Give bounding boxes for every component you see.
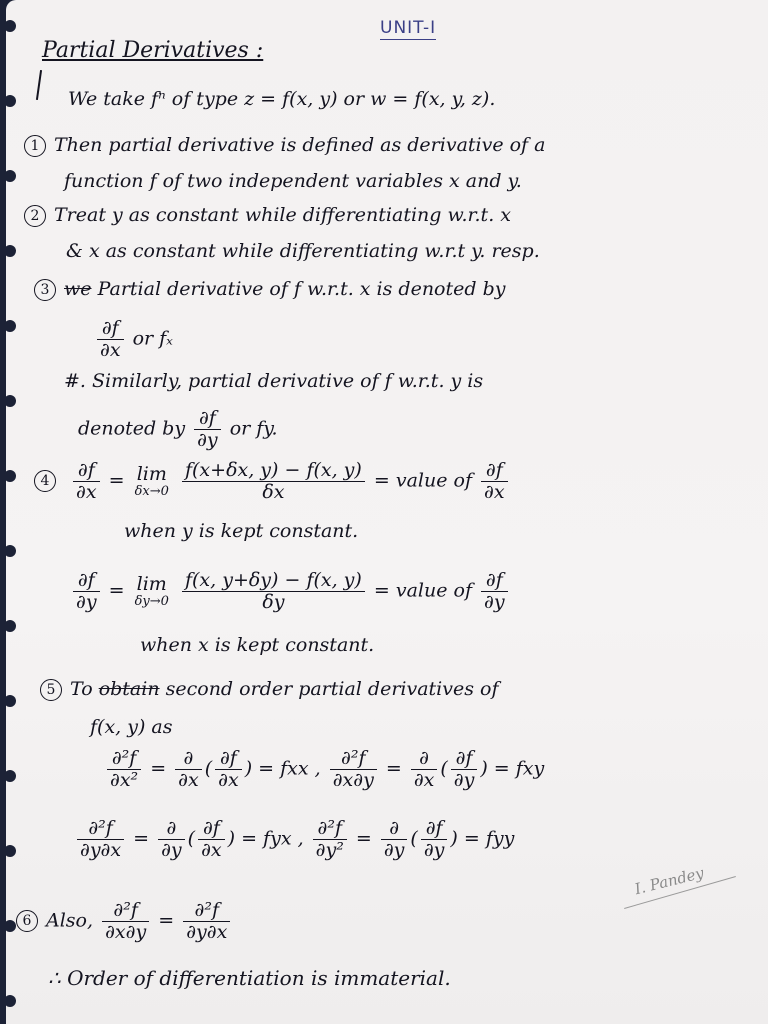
lim-word: lim (136, 462, 167, 485)
item-number: 5 (40, 679, 62, 701)
numerator: ∂ (411, 748, 438, 770)
d-dx-operator (411, 748, 438, 791)
d2f-dxdy (330, 748, 377, 791)
margin-mark (36, 70, 42, 100)
numerator: ∂ (381, 818, 408, 840)
item-number: 6 (16, 910, 38, 932)
binding-hole (4, 620, 16, 632)
numerator: ∂f (198, 818, 225, 840)
lim-subscript: δx→0 (134, 483, 169, 499)
hash-mark: #. (64, 370, 86, 392)
denominator: ∂x (201, 838, 222, 861)
denominator: ∂x∂y (105, 920, 147, 943)
page-title: Partial Derivatives : (42, 38, 264, 63)
notebook-page (6, 0, 768, 1024)
numerator: ∂²f (183, 900, 230, 922)
fraction-df-dy (194, 408, 221, 451)
lhs-df-dx (73, 460, 100, 503)
denominator: ∂x² (110, 768, 139, 791)
lhs-df-dy (73, 570, 100, 613)
notation-tail: or fₓ (132, 327, 173, 350)
struck-word: obtain (98, 678, 160, 700)
item-4-formula-x (34, 460, 511, 503)
limit (134, 572, 169, 609)
item-3-text: Partial derivative of f w.r.t. x is denoted by (97, 278, 506, 300)
denominator: ∂x (178, 768, 199, 791)
value-of: = value of (373, 469, 472, 492)
notation-tail: or fy. (229, 417, 278, 440)
numerator: ∂²f (313, 818, 347, 840)
numerator: f(x, y+δy) − f(x, y) (182, 570, 365, 592)
item-number: 3 (34, 279, 56, 301)
numerator: ∂f (451, 748, 478, 770)
binding-hole (4, 995, 16, 1007)
denominator: ∂y (161, 838, 182, 861)
fyx-result: = fyx , (241, 827, 304, 850)
value-df-dx (481, 460, 508, 503)
item-2-line-2: & x as constant while differentiating w.r.t y. resp. (66, 240, 540, 262)
fyy-result: = fyy (463, 827, 515, 850)
intro-line: We take fⁿ of type z = f(x, y) or w = f(x, y, z). (68, 88, 496, 110)
fxx-result: = fxx , (258, 757, 321, 780)
numerator: ∂²f (102, 900, 149, 922)
numerator: ∂f (481, 460, 508, 482)
numerator: ∂f (481, 570, 508, 592)
item-3-notation (94, 318, 173, 361)
similarly-line-2 (78, 408, 278, 451)
numerator: ∂f (215, 748, 242, 770)
item-1-line-2: function f of two independent variables x and y. (64, 170, 522, 192)
struck-word: we (64, 278, 92, 300)
denominator: ∂x (76, 480, 97, 503)
d2f-dxdy (102, 900, 149, 943)
d2f-dy2 (313, 818, 347, 861)
df-dy (451, 748, 478, 791)
numerator: ∂²f (330, 748, 377, 770)
equals: = (108, 469, 125, 492)
denominator: ∂y (197, 428, 218, 451)
denominator: ∂y (76, 590, 97, 613)
lim-subscript: δy→0 (134, 593, 169, 609)
to-word: To (70, 678, 93, 700)
also-word: Also, (46, 909, 94, 932)
denominator: ∂x (218, 768, 239, 791)
denominator: ∂y∂x (80, 838, 122, 861)
binding-hole (4, 245, 16, 257)
numerator: ∂f (194, 408, 221, 430)
numerator: ∂f (97, 318, 124, 340)
difference-quotient-x (182, 460, 365, 503)
denominator: ∂y (453, 768, 475, 791)
equals: = (158, 909, 175, 932)
d2f-dydx (77, 818, 124, 861)
binding-hole (4, 170, 16, 182)
item-number: 1 (24, 135, 46, 157)
binding-hole (4, 20, 16, 32)
numerator: f(x+δx, y) − f(x, y) (182, 460, 365, 482)
denominator: ∂y² (315, 838, 344, 861)
item-3-line-1 (34, 278, 505, 301)
item-5-line-1 (40, 678, 499, 701)
item-6-line (16, 900, 233, 943)
fxy-result: = fxy (493, 757, 545, 780)
binding-hole (4, 470, 16, 482)
difference-quotient-y (182, 570, 365, 613)
value-df-dy (481, 570, 508, 613)
d2f-dx2 (107, 748, 141, 791)
denominator: ∂x (413, 768, 435, 791)
value-of: = value of (373, 579, 472, 602)
lim-word: lim (136, 572, 167, 595)
denominator: ∂y (423, 838, 445, 861)
binding-hole (4, 95, 16, 107)
equals: = (108, 579, 125, 602)
numerator: ∂f (421, 818, 448, 840)
d-dx-operator (175, 748, 202, 791)
numerator: ∂²f (77, 818, 124, 840)
denominator: ∂y (484, 590, 505, 613)
signature: I. Pandey (632, 863, 706, 899)
fraction-df-dx (97, 318, 124, 361)
item-2-text: Treat y as constant while differentiating w.r.t. x (54, 204, 511, 226)
denominator: ∂y∂x (186, 920, 228, 943)
numerator: ∂ (158, 818, 185, 840)
binding-hole (4, 920, 16, 932)
denominator: ∂x (100, 338, 121, 361)
second-order-row-2: $\frac{\text{∂²f}}{\partial y\partial x}$ = $\frac{\partial}{\partial y}$ ( $\frac{\partial f}{\partial x}$ ) = fyx , $\frac{\text{∂²f}}{\text{∂y²}}$ = $\frac{\partial}{\partial y}$ ( $\frac{\partial f}{\partial y}$ ) = fyy (74, 818, 514, 861)
df-dx (198, 818, 225, 861)
numerator: ∂ (175, 748, 202, 770)
item-1-text: Then partial derivative is defined as derivative of a (54, 134, 546, 156)
item-number: 2 (24, 205, 46, 227)
denominator: ∂x∂y (332, 768, 374, 791)
denominator: ∂y (383, 838, 405, 861)
item-4-formula-y (70, 570, 511, 613)
item-number: 4 (34, 470, 56, 492)
d2f-dydx (183, 900, 230, 943)
numerator: ∂²f (107, 748, 141, 770)
d-dy-operator (381, 818, 408, 861)
df-dx (215, 748, 242, 791)
item-5-text: second order partial derivatives of (165, 678, 499, 700)
denominator: δy (262, 590, 285, 613)
item-5-line-2: f(x, y) as (90, 716, 173, 738)
numerator: ∂f (73, 570, 100, 592)
binding-hole (4, 545, 16, 557)
numerator: ∂f (73, 460, 100, 482)
binding-hole (4, 695, 16, 707)
similarly-line-1 (64, 370, 483, 392)
denoted-by: denoted by (78, 417, 186, 440)
when-x-constant: when x is kept constant. (140, 634, 375, 656)
denominator: δx (262, 480, 285, 503)
unit-heading: UNIT-I (380, 18, 437, 38)
similarly-text: Similarly, partial derivative of f w.r.t. y is (92, 370, 484, 392)
d-dy-operator (158, 818, 185, 861)
binding-hole (4, 770, 16, 782)
item-2-line-1 (24, 204, 511, 227)
binding-holes (4, 0, 18, 1024)
binding-hole (4, 395, 16, 407)
binding-hole (4, 320, 16, 332)
second-order-row-1: $\frac{\text{∂²f}}{\text{∂x²}}$ = $\frac{\partial}{\partial x}$ ( $\frac{\partial f}{\partial x}$ ) = fxx , $\frac{\text{∂²f}}{\partial x\partial y}$ = $\frac{\partial}{\partial x}$ ( $\frac{\partial f}{\partial y}$ ) = fxy (104, 748, 544, 791)
limit (134, 462, 169, 499)
when-y-constant: when y is kept constant. (124, 520, 359, 542)
binding-hole (4, 845, 16, 857)
denominator: ∂x (484, 480, 505, 503)
df-dy (421, 818, 448, 861)
item-1-line-1 (24, 134, 545, 157)
conclusion-line: ∴ Order of differentiation is immaterial. (48, 966, 451, 990)
